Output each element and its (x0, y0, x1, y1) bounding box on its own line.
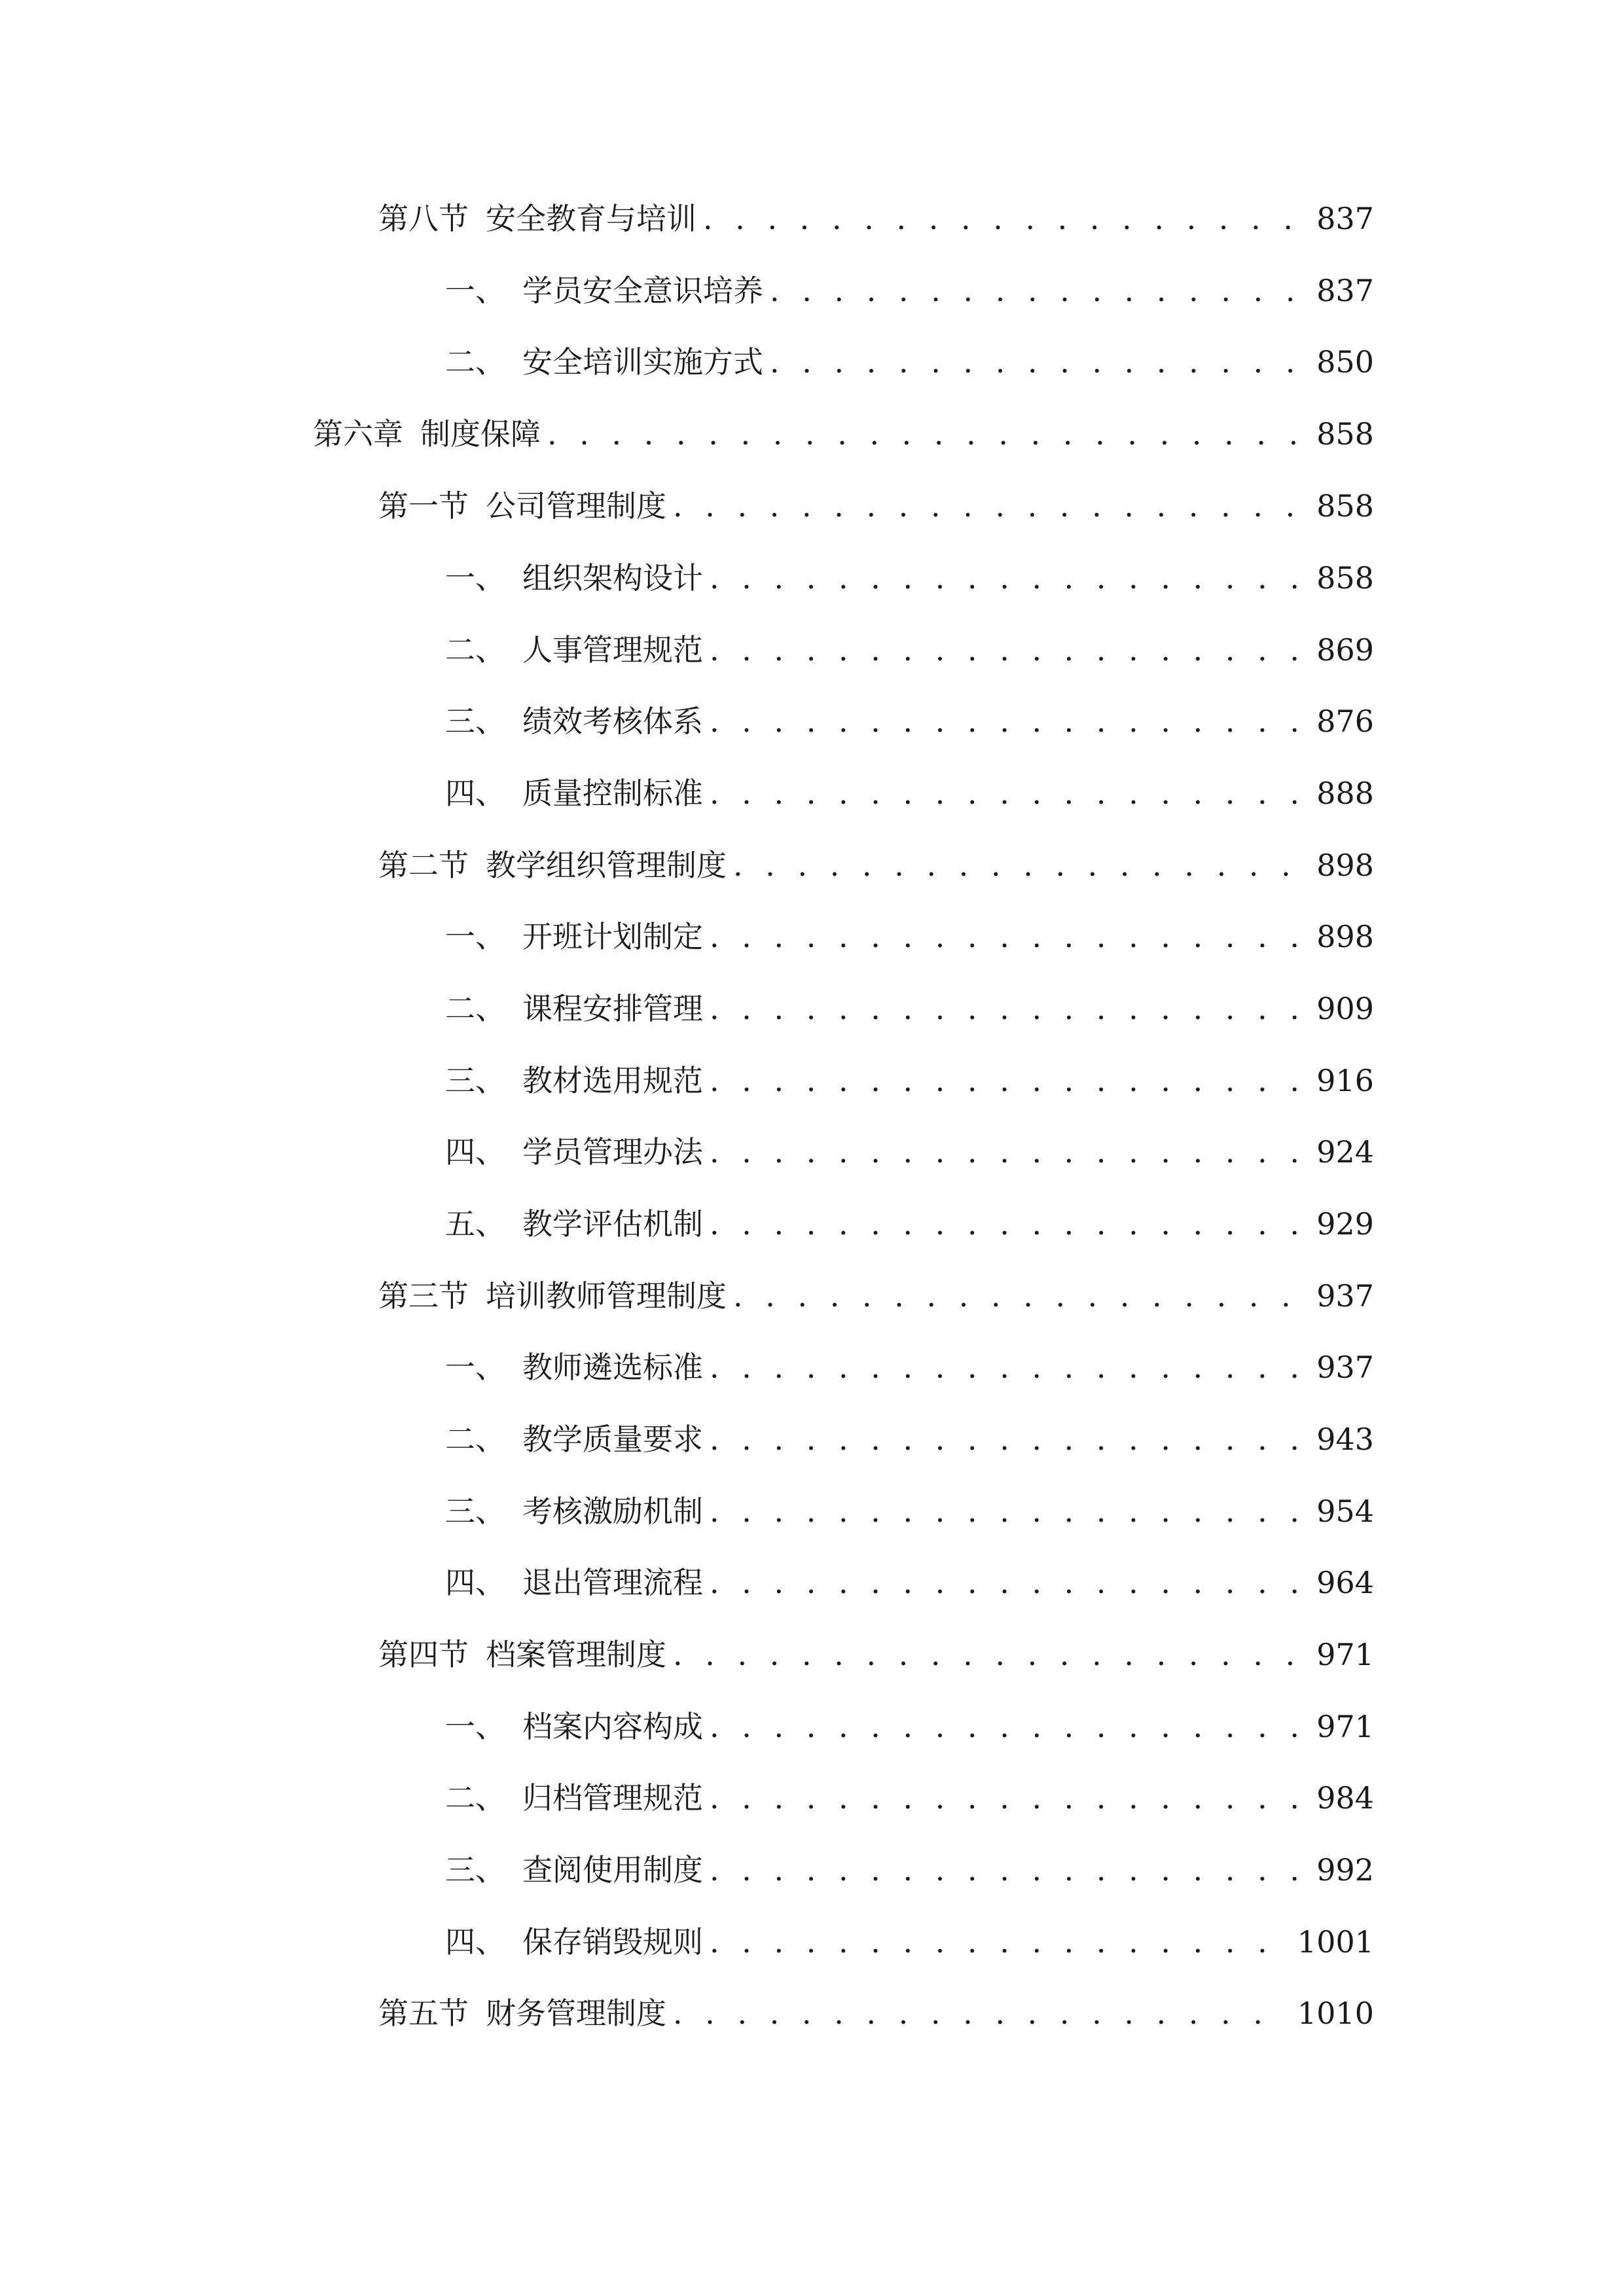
toc-entry-page: 898 (1316, 919, 1374, 954)
dot-leader (710, 1198, 1305, 1250)
dot-leader (733, 839, 1305, 891)
toc-entry-title: 绩效考核体系 (522, 704, 703, 739)
toc-entry-page: 876 (1316, 704, 1374, 739)
toc-entry-item[interactable] (445, 1700, 1374, 1753)
toc-entry-page: 916 (1316, 1063, 1374, 1098)
dot-leader (770, 264, 1305, 317)
dot-leader (710, 910, 1305, 963)
toc-entry-title: 开班计划制定 (522, 919, 703, 954)
toc-entry-number: 二、 (445, 344, 505, 380)
toc-entry-page: 909 (1316, 991, 1374, 1026)
toc-entry-item[interactable] (445, 1198, 1374, 1250)
toc-entry-item[interactable] (445, 264, 1374, 317)
toc-entry-page: 937 (1316, 1278, 1374, 1314)
toc-entry-title: 档案管理制度 (486, 1637, 666, 1672)
toc-entry-page: 888 (1316, 776, 1374, 811)
dot-leader (710, 982, 1305, 1035)
toc-entry-page: 971 (1316, 1637, 1374, 1672)
dot-leader (710, 1916, 1286, 1968)
toc-entry-item[interactable] (445, 1054, 1374, 1107)
toc-entry-section-8[interactable] (378, 192, 1374, 245)
toc-entry-title: 归档管理规范 (522, 1780, 703, 1816)
dot-leader (710, 624, 1305, 676)
toc-entry-number: 第一节 (378, 488, 469, 524)
toc-entry-page: 869 (1316, 632, 1374, 668)
toc-entry-number: 一、 (445, 1709, 505, 1744)
toc-entry-item[interactable] (445, 1126, 1374, 1178)
dot-leader (710, 1126, 1305, 1178)
toc-entry-page: 850 (1316, 344, 1374, 380)
dot-leader (673, 1987, 1286, 2039)
toc-entry-title: 人事管理规范 (522, 632, 703, 668)
toc-entry-number: 二、 (445, 1780, 505, 1816)
toc-entry-number: 第八节 (378, 201, 469, 236)
dot-leader (703, 192, 1305, 245)
toc-entry-title: 教师遴选标准 (522, 1350, 703, 1385)
toc-entry-item[interactable] (445, 552, 1374, 604)
toc-entry-title: 安全教育与培训 (486, 201, 696, 236)
toc-entry-item[interactable] (445, 1844, 1374, 1896)
toc-entry-section-1[interactable] (378, 480, 1374, 532)
toc-entry-item[interactable] (445, 1413, 1374, 1465)
toc-entry-item[interactable] (445, 1916, 1374, 1968)
toc-entry-section-3[interactable] (378, 1270, 1374, 1322)
toc-entry-title: 学员安全意识培养 (522, 273, 763, 308)
toc-entry-title: 考核激励机制 (522, 1494, 703, 1529)
dot-leader (710, 1413, 1305, 1465)
toc-entry-number: 第二节 (378, 848, 469, 883)
toc-entry-title: 制度保障 (420, 416, 541, 452)
toc-entry-title: 财务管理制度 (486, 1996, 666, 2031)
toc-entry-page: 837 (1316, 273, 1374, 308)
toc-entry-number: 二、 (445, 1422, 505, 1457)
toc-entry-title: 教学质量要求 (522, 1422, 703, 1457)
dot-leader (710, 1556, 1305, 1609)
toc-entry-page: 964 (1316, 1565, 1374, 1600)
toc-entry-page: 929 (1316, 1206, 1374, 1242)
toc-entry-item[interactable] (445, 1772, 1374, 1824)
toc-entry-title: 保存销毁规则 (522, 1924, 703, 1960)
dot-leader (710, 695, 1305, 747)
toc-entry-number: 四、 (445, 776, 505, 811)
toc-entry-page: 858 (1316, 416, 1374, 452)
toc-entry-page: 898 (1316, 848, 1374, 883)
dot-leader (710, 552, 1305, 604)
toc-entry-item[interactable] (445, 1485, 1374, 1537)
dot-leader (710, 1844, 1305, 1896)
toc-entry-item[interactable] (445, 336, 1374, 388)
toc-entry-number: 四、 (445, 1924, 505, 1960)
toc-entry-number: 一、 (445, 273, 505, 308)
toc-entry-title: 教学评估机制 (522, 1206, 703, 1242)
toc-entry-item[interactable] (445, 1556, 1374, 1609)
toc-entry-section-5[interactable] (378, 1987, 1374, 2039)
toc-entry-title: 查阅使用制度 (522, 1852, 703, 1888)
toc-entry-title: 培训教师管理制度 (486, 1278, 727, 1314)
toc-entry-page: 1010 (1297, 1996, 1374, 2031)
toc-entry-item[interactable] (445, 910, 1374, 963)
toc-entry-number: 三、 (445, 1063, 505, 1098)
toc-entry-title: 退出管理流程 (522, 1565, 703, 1600)
toc-entry-number: 二、 (445, 991, 505, 1026)
toc-entry-page: 984 (1316, 1780, 1374, 1816)
dot-leader (710, 1485, 1305, 1537)
toc-entry-page: 1001 (1297, 1924, 1374, 1960)
toc-entry-number: 一、 (445, 1350, 505, 1385)
toc-entry-number: 三、 (445, 704, 505, 739)
toc-entry-number: 二、 (445, 632, 505, 668)
toc-entry-title: 质量控制标准 (522, 776, 703, 811)
toc-entry-title: 学员管理办法 (522, 1134, 703, 1170)
toc-entry-item[interactable] (445, 982, 1374, 1035)
toc-entry-page: 924 (1316, 1134, 1374, 1170)
toc-entry-page: 858 (1316, 560, 1374, 596)
toc-entry-section-2[interactable] (378, 839, 1374, 891)
toc-entry-number: 五、 (445, 1206, 505, 1242)
toc-entry-page: 971 (1316, 1709, 1374, 1744)
dot-leader (710, 1054, 1305, 1107)
dot-leader (673, 480, 1305, 532)
toc-entry-page: 992 (1316, 1852, 1374, 1888)
toc-entry-number: 第五节 (378, 1996, 469, 2031)
toc-entry-section-4[interactable] (378, 1628, 1374, 1681)
toc-entry-item[interactable] (445, 624, 1374, 676)
dot-leader (710, 1341, 1305, 1393)
dot-leader (710, 767, 1305, 819)
dot-leader (770, 336, 1305, 388)
toc-entry-number: 四、 (445, 1565, 505, 1600)
dot-leader (547, 408, 1305, 460)
toc-entry-title: 档案内容构成 (522, 1709, 703, 1744)
toc-entry-number: 四、 (445, 1134, 505, 1170)
toc-entry-title: 课程安排管理 (522, 991, 703, 1026)
dot-leader (710, 1772, 1305, 1824)
toc-entry-title: 教学组织管理制度 (486, 848, 727, 883)
toc-entry-number: 三、 (445, 1852, 505, 1888)
toc-entry-number: 第三节 (378, 1278, 469, 1314)
toc-entry-item[interactable] (445, 1341, 1374, 1393)
toc-entry-title: 安全培训实施方式 (522, 344, 763, 380)
toc-entry-number: 一、 (445, 919, 505, 954)
dot-leader (710, 1700, 1305, 1753)
toc-entry-title: 公司管理制度 (486, 488, 666, 524)
toc-entry-chapter-6[interactable] (313, 408, 1374, 460)
toc-entry-page: 858 (1316, 488, 1374, 524)
toc-entry-number: 第六章 (313, 416, 403, 452)
toc-entry-item[interactable] (445, 695, 1374, 747)
toc-entry-number: 一、 (445, 560, 505, 596)
toc-entry-page: 943 (1316, 1422, 1374, 1457)
toc-entry-page: 837 (1316, 201, 1374, 236)
toc-entry-title: 组织架构设计 (522, 560, 703, 596)
toc-entry-number: 三、 (445, 1494, 505, 1529)
toc-entry-title: 教材选用规范 (522, 1063, 703, 1098)
toc-entry-page: 937 (1316, 1350, 1374, 1385)
toc-entry-number: 第四节 (378, 1637, 469, 1672)
toc-entry-page: 954 (1316, 1494, 1374, 1529)
dot-leader (733, 1270, 1305, 1322)
dot-leader (673, 1628, 1305, 1681)
toc-entry-item[interactable] (445, 767, 1374, 819)
